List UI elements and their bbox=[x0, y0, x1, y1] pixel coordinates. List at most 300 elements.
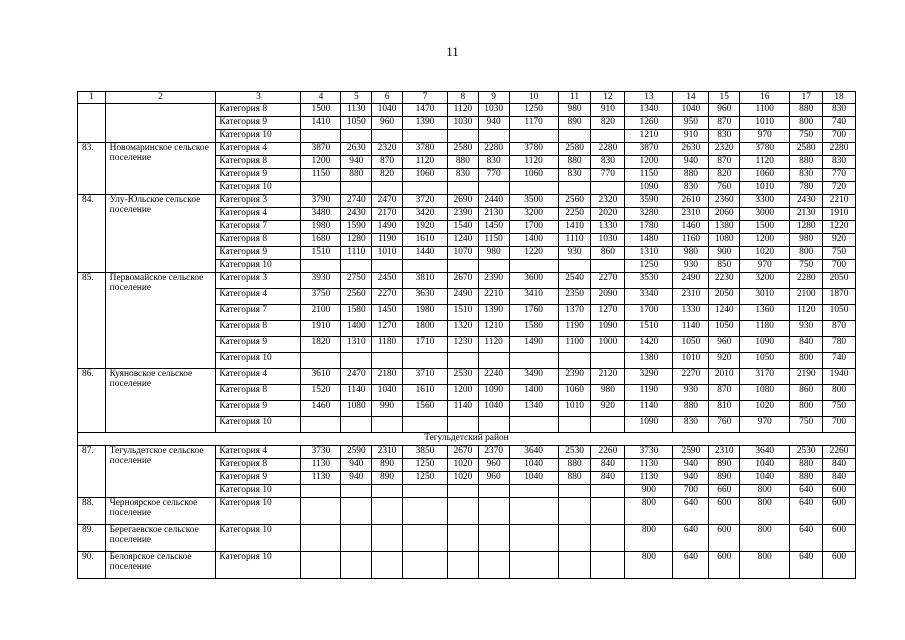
value-cell: 2320 bbox=[591, 195, 625, 208]
value-cell: 1140 bbox=[673, 321, 709, 337]
value-cell bbox=[478, 417, 509, 433]
value-cell: 2580 bbox=[448, 143, 479, 156]
settlement-name bbox=[105, 104, 216, 143]
value-cell: 1200 bbox=[625, 156, 673, 169]
value-cell: 940 bbox=[341, 156, 372, 169]
value-cell: 1060 bbox=[740, 169, 790, 182]
value-cell: 2170 bbox=[372, 208, 403, 221]
value-cell: 2470 bbox=[341, 369, 372, 385]
value-cell bbox=[558, 552, 591, 579]
value-cell bbox=[448, 260, 479, 273]
value-cell: 880 bbox=[790, 472, 823, 485]
value-cell bbox=[591, 525, 625, 552]
value-cell: 1030 bbox=[591, 234, 625, 247]
value-cell bbox=[301, 498, 341, 525]
value-cell: 3640 bbox=[509, 446, 558, 459]
value-cell: 1070 bbox=[448, 247, 479, 260]
value-cell: 840 bbox=[591, 459, 625, 472]
value-cell bbox=[341, 498, 372, 525]
value-cell bbox=[372, 498, 403, 525]
settlement-name: Берегаевское сельское поселение bbox=[105, 525, 216, 552]
value-cell: 600 bbox=[709, 525, 740, 552]
value-cell: 770 bbox=[478, 169, 509, 182]
value-cell: 880 bbox=[558, 156, 591, 169]
settlement-name: Куяновское сельское поселение bbox=[105, 369, 216, 433]
value-cell bbox=[402, 552, 447, 579]
value-cell: 2610 bbox=[673, 195, 709, 208]
value-cell: 2440 bbox=[478, 195, 509, 208]
value-cell bbox=[591, 485, 625, 498]
value-cell: 3290 bbox=[625, 369, 673, 385]
value-cell: 840 bbox=[823, 459, 856, 472]
value-cell: 2360 bbox=[709, 195, 740, 208]
value-cell: 1240 bbox=[448, 234, 479, 247]
value-cell: 1140 bbox=[448, 401, 479, 417]
value-cell: 910 bbox=[591, 104, 625, 117]
value-cell: 750 bbox=[823, 247, 856, 260]
value-cell: 2590 bbox=[673, 446, 709, 459]
value-cell: 3500 bbox=[509, 195, 558, 208]
value-cell: 600 bbox=[709, 552, 740, 579]
value-cell bbox=[402, 130, 447, 143]
value-cell: 840 bbox=[790, 337, 823, 353]
value-cell: 700 bbox=[823, 260, 856, 273]
value-cell bbox=[448, 552, 479, 579]
value-cell: 600 bbox=[823, 552, 856, 579]
value-cell: 930 bbox=[558, 247, 591, 260]
value-cell: 830 bbox=[790, 169, 823, 182]
settlement-name: Тегульдетское сельское поселение bbox=[105, 446, 216, 498]
value-cell: 2100 bbox=[301, 305, 341, 321]
value-cell bbox=[558, 417, 591, 433]
value-cell: 1380 bbox=[625, 353, 673, 369]
value-cell bbox=[448, 525, 479, 552]
value-cell: 1490 bbox=[372, 221, 403, 234]
value-cell: 1250 bbox=[509, 104, 558, 117]
column-header: 4 bbox=[301, 92, 341, 104]
column-header: 16 bbox=[740, 92, 790, 104]
value-cell bbox=[341, 353, 372, 369]
value-cell: 1220 bbox=[509, 247, 558, 260]
value-cell: 1590 bbox=[341, 221, 372, 234]
value-cell: 1130 bbox=[625, 472, 673, 485]
value-cell: 2050 bbox=[823, 273, 856, 289]
value-cell: 640 bbox=[673, 498, 709, 525]
column-header: 12 bbox=[591, 92, 625, 104]
value-cell: 800 bbox=[625, 552, 673, 579]
category-label: Категория 10 bbox=[216, 130, 301, 143]
value-cell: 640 bbox=[673, 525, 709, 552]
value-cell: 600 bbox=[709, 498, 740, 525]
value-cell bbox=[301, 130, 341, 143]
value-cell: 3600 bbox=[509, 273, 558, 289]
value-cell: 2250 bbox=[558, 208, 591, 221]
value-cell: 1510 bbox=[448, 305, 479, 321]
value-cell: 750 bbox=[790, 130, 823, 143]
value-cell: 2260 bbox=[591, 446, 625, 459]
value-cell: 1250 bbox=[402, 459, 447, 472]
value-cell: 3590 bbox=[625, 195, 673, 208]
value-cell: 2580 bbox=[790, 143, 823, 156]
value-cell: 1090 bbox=[625, 417, 673, 433]
value-cell: 1090 bbox=[740, 337, 790, 353]
value-cell: 1060 bbox=[558, 385, 591, 401]
value-cell: 980 bbox=[790, 234, 823, 247]
value-cell: 1000 bbox=[591, 337, 625, 353]
value-cell bbox=[591, 417, 625, 433]
value-cell: 3780 bbox=[402, 143, 447, 156]
category-label: Категория 9 bbox=[216, 401, 301, 417]
value-cell: 1400 bbox=[341, 321, 372, 337]
value-cell: 3610 bbox=[301, 369, 341, 385]
value-cell: 870 bbox=[709, 385, 740, 401]
value-cell: 2390 bbox=[558, 369, 591, 385]
value-cell: 1340 bbox=[625, 104, 673, 117]
category-label: Категория 8 bbox=[216, 234, 301, 247]
value-cell: 870 bbox=[823, 321, 856, 337]
category-label: Категория 4 bbox=[216, 208, 301, 221]
value-cell: 2580 bbox=[558, 143, 591, 156]
value-cell bbox=[448, 498, 479, 525]
value-cell: 1090 bbox=[478, 385, 509, 401]
value-cell: 1130 bbox=[625, 459, 673, 472]
value-cell: 1020 bbox=[740, 401, 790, 417]
value-cell bbox=[402, 485, 447, 498]
value-cell: 1510 bbox=[625, 321, 673, 337]
value-cell: 2310 bbox=[372, 446, 403, 459]
value-cell: 980 bbox=[558, 104, 591, 117]
value-cell bbox=[372, 417, 403, 433]
value-cell: 1130 bbox=[301, 472, 341, 485]
value-cell: 640 bbox=[790, 552, 823, 579]
value-cell: 1390 bbox=[478, 305, 509, 321]
value-cell bbox=[591, 498, 625, 525]
column-header: 18 bbox=[823, 92, 856, 104]
value-cell: 960 bbox=[709, 337, 740, 353]
table-row bbox=[78, 446, 856, 459]
value-cell bbox=[372, 552, 403, 579]
value-cell bbox=[558, 485, 591, 498]
value-cell: 2750 bbox=[341, 273, 372, 289]
value-cell: 1450 bbox=[478, 221, 509, 234]
value-cell: 750 bbox=[790, 417, 823, 433]
value-cell: 1060 bbox=[509, 169, 558, 182]
value-cell: 780 bbox=[790, 182, 823, 195]
value-cell: 3630 bbox=[402, 289, 447, 305]
value-cell: 2210 bbox=[478, 289, 509, 305]
value-cell: 800 bbox=[790, 401, 823, 417]
value-cell: 1980 bbox=[301, 221, 341, 234]
value-cell: 2540 bbox=[558, 273, 591, 289]
value-cell: 1110 bbox=[558, 234, 591, 247]
value-cell: 2010 bbox=[709, 369, 740, 385]
category-label: Категория 10 bbox=[216, 485, 301, 498]
settlement-number: 89. bbox=[78, 525, 106, 552]
settlement-name: Черноярское сельское поселение bbox=[105, 498, 216, 525]
value-cell: 2740 bbox=[341, 195, 372, 208]
value-cell: 960 bbox=[372, 117, 403, 130]
value-cell bbox=[478, 498, 509, 525]
value-cell: 1190 bbox=[558, 321, 591, 337]
value-cell: 980 bbox=[673, 247, 709, 260]
value-cell bbox=[591, 130, 625, 143]
value-cell: 1080 bbox=[740, 385, 790, 401]
value-cell: 1470 bbox=[402, 104, 447, 117]
value-cell: 1200 bbox=[740, 234, 790, 247]
value-cell: 2310 bbox=[673, 208, 709, 221]
value-cell: 940 bbox=[673, 459, 709, 472]
value-cell: 640 bbox=[790, 498, 823, 525]
value-cell: 3870 bbox=[625, 143, 673, 156]
column-header: 14 bbox=[673, 92, 709, 104]
value-cell bbox=[591, 353, 625, 369]
value-cell: 1120 bbox=[790, 305, 823, 321]
value-cell: 1400 bbox=[509, 234, 558, 247]
value-cell: 1310 bbox=[625, 247, 673, 260]
value-cell bbox=[558, 260, 591, 273]
value-cell: 1050 bbox=[341, 117, 372, 130]
value-cell bbox=[301, 485, 341, 498]
value-cell bbox=[402, 498, 447, 525]
settlement-number: 88. bbox=[78, 498, 106, 525]
value-cell: 700 bbox=[823, 130, 856, 143]
value-cell: 1010 bbox=[740, 182, 790, 195]
value-cell bbox=[341, 485, 372, 498]
value-cell: 1910 bbox=[823, 208, 856, 221]
value-cell: 1160 bbox=[673, 234, 709, 247]
value-cell: 2390 bbox=[478, 273, 509, 289]
value-cell: 1060 bbox=[402, 169, 447, 182]
value-cell: 1420 bbox=[625, 337, 673, 353]
settlement-number: 86. bbox=[78, 369, 106, 433]
column-header: 2 bbox=[105, 92, 216, 104]
column-header: 10 bbox=[509, 92, 558, 104]
value-cell: 740 bbox=[823, 117, 856, 130]
value-cell: 2280 bbox=[823, 143, 856, 156]
district-row bbox=[78, 433, 856, 446]
column-header: 15 bbox=[709, 92, 740, 104]
column-header: 3 bbox=[216, 92, 301, 104]
value-cell: 920 bbox=[823, 234, 856, 247]
value-cell: 2280 bbox=[478, 143, 509, 156]
value-cell: 1250 bbox=[402, 472, 447, 485]
value-cell: 1400 bbox=[509, 385, 558, 401]
value-cell: 2630 bbox=[673, 143, 709, 156]
category-label: Категория 10 bbox=[216, 525, 301, 552]
value-cell: 1230 bbox=[448, 337, 479, 353]
value-cell bbox=[478, 130, 509, 143]
category-label: Категория 9 bbox=[216, 247, 301, 260]
value-cell: 2270 bbox=[673, 369, 709, 385]
value-cell: 860 bbox=[790, 385, 823, 401]
value-cell: 1500 bbox=[301, 104, 341, 117]
value-cell: 1490 bbox=[509, 337, 558, 353]
value-cell: 3490 bbox=[509, 369, 558, 385]
value-cell: 3730 bbox=[625, 446, 673, 459]
value-cell: 940 bbox=[341, 459, 372, 472]
value-cell: 920 bbox=[709, 353, 740, 369]
value-cell: 880 bbox=[790, 104, 823, 117]
value-cell: 2390 bbox=[448, 208, 479, 221]
value-cell: 830 bbox=[558, 169, 591, 182]
value-cell: 820 bbox=[591, 117, 625, 130]
value-cell: 1010 bbox=[740, 117, 790, 130]
value-cell: 3780 bbox=[509, 143, 558, 156]
value-cell: 2320 bbox=[709, 143, 740, 156]
value-cell: 2240 bbox=[478, 369, 509, 385]
value-cell bbox=[341, 417, 372, 433]
value-cell: 880 bbox=[341, 169, 372, 182]
value-cell bbox=[341, 260, 372, 273]
value-cell: 1120 bbox=[478, 337, 509, 353]
value-cell: 2490 bbox=[673, 273, 709, 289]
value-cell: 1190 bbox=[625, 385, 673, 401]
settlement-name: Улу-Юльское сельское поселение bbox=[105, 195, 216, 273]
value-cell: 890 bbox=[558, 117, 591, 130]
value-cell: 870 bbox=[372, 156, 403, 169]
settlement-number: 83. bbox=[78, 143, 106, 195]
value-cell: 1310 bbox=[341, 337, 372, 353]
value-cell: 980 bbox=[591, 385, 625, 401]
value-cell: 1700 bbox=[509, 221, 558, 234]
value-cell bbox=[372, 525, 403, 552]
value-cell: 870 bbox=[709, 156, 740, 169]
value-cell: 3730 bbox=[301, 446, 341, 459]
value-cell: 1180 bbox=[372, 337, 403, 353]
value-cell: 800 bbox=[790, 247, 823, 260]
value-cell: 1220 bbox=[823, 221, 856, 234]
value-cell bbox=[372, 260, 403, 273]
value-cell: 800 bbox=[790, 117, 823, 130]
value-cell: 940 bbox=[341, 472, 372, 485]
value-cell: 2310 bbox=[673, 289, 709, 305]
value-cell: 970 bbox=[740, 260, 790, 273]
value-cell bbox=[301, 182, 341, 195]
value-cell: 1150 bbox=[625, 169, 673, 182]
value-cell: 940 bbox=[478, 117, 509, 130]
value-cell: 890 bbox=[372, 459, 403, 472]
value-cell: 1020 bbox=[448, 459, 479, 472]
value-cell: 2530 bbox=[790, 446, 823, 459]
value-cell bbox=[509, 417, 558, 433]
value-cell: 750 bbox=[790, 260, 823, 273]
value-cell bbox=[301, 552, 341, 579]
value-cell bbox=[558, 353, 591, 369]
value-cell: 1090 bbox=[591, 321, 625, 337]
settlement-name: Белоярское сельское поселение bbox=[105, 552, 216, 579]
category-label: Категория 10 bbox=[216, 498, 301, 525]
value-cell: 800 bbox=[823, 385, 856, 401]
value-cell bbox=[478, 260, 509, 273]
value-cell: 3200 bbox=[740, 273, 790, 289]
column-header: 13 bbox=[625, 92, 673, 104]
value-cell: 950 bbox=[673, 117, 709, 130]
value-cell: 760 bbox=[709, 182, 740, 195]
value-cell: 1320 bbox=[448, 321, 479, 337]
value-cell: 600 bbox=[823, 498, 856, 525]
value-cell: 1040 bbox=[673, 104, 709, 117]
category-label: Категория 10 bbox=[216, 417, 301, 433]
value-cell: 700 bbox=[823, 417, 856, 433]
column-header: 8 bbox=[448, 92, 479, 104]
value-cell bbox=[478, 485, 509, 498]
value-cell: 2230 bbox=[709, 273, 740, 289]
table-row bbox=[78, 104, 856, 117]
value-cell: 920 bbox=[591, 401, 625, 417]
value-cell: 1380 bbox=[709, 221, 740, 234]
value-cell: 2210 bbox=[823, 195, 856, 208]
value-cell bbox=[448, 485, 479, 498]
page-number: 11 bbox=[446, 44, 459, 59]
table-body bbox=[78, 92, 856, 579]
value-cell: 1920 bbox=[402, 221, 447, 234]
value-cell: 800 bbox=[625, 498, 673, 525]
settlement-name: Новомаринское сельское поселение bbox=[105, 143, 216, 195]
value-cell: 1820 bbox=[301, 337, 341, 353]
value-cell bbox=[558, 130, 591, 143]
value-cell: 1170 bbox=[509, 117, 558, 130]
value-cell: 3010 bbox=[740, 289, 790, 305]
value-cell: 1460 bbox=[301, 401, 341, 417]
column-header: 7 bbox=[402, 92, 447, 104]
column-header: 6 bbox=[372, 92, 403, 104]
value-cell bbox=[478, 353, 509, 369]
value-cell: 2470 bbox=[372, 195, 403, 208]
value-cell bbox=[478, 525, 509, 552]
value-cell: 2050 bbox=[709, 289, 740, 305]
value-cell: 2430 bbox=[790, 195, 823, 208]
tariff-table bbox=[77, 91, 856, 579]
value-cell: 880 bbox=[673, 169, 709, 182]
value-cell: 1040 bbox=[372, 385, 403, 401]
value-cell bbox=[372, 485, 403, 498]
category-label: Категория 8 bbox=[216, 459, 301, 472]
category-label: Категория 3 bbox=[216, 195, 301, 208]
value-cell: 3480 bbox=[301, 208, 341, 221]
value-cell: 2130 bbox=[478, 208, 509, 221]
value-cell: 720 bbox=[823, 182, 856, 195]
category-label: Категория 10 bbox=[216, 552, 301, 579]
value-cell bbox=[341, 182, 372, 195]
category-label: Категория 8 bbox=[216, 104, 301, 117]
value-cell bbox=[509, 130, 558, 143]
value-cell: 880 bbox=[790, 156, 823, 169]
value-cell: 3170 bbox=[740, 369, 790, 385]
value-cell: 1040 bbox=[372, 104, 403, 117]
value-cell: 600 bbox=[823, 485, 856, 498]
value-cell: 1040 bbox=[740, 472, 790, 485]
category-label: Категория 7 bbox=[216, 305, 301, 321]
value-cell bbox=[448, 130, 479, 143]
value-cell bbox=[372, 130, 403, 143]
value-cell: 960 bbox=[478, 472, 509, 485]
value-cell: 1040 bbox=[740, 459, 790, 472]
table-row bbox=[78, 369, 856, 385]
value-cell bbox=[341, 525, 372, 552]
value-cell: 1140 bbox=[625, 401, 673, 417]
value-cell: 2130 bbox=[790, 208, 823, 221]
value-cell: 2690 bbox=[448, 195, 479, 208]
value-cell: 2260 bbox=[823, 446, 856, 459]
value-cell: 1460 bbox=[673, 221, 709, 234]
value-cell: 890 bbox=[372, 472, 403, 485]
value-cell: 1180 bbox=[740, 321, 790, 337]
value-cell: 1710 bbox=[402, 337, 447, 353]
value-cell: 1680 bbox=[301, 234, 341, 247]
value-cell: 3870 bbox=[301, 143, 341, 156]
value-cell: 930 bbox=[673, 385, 709, 401]
value-cell: 850 bbox=[709, 260, 740, 273]
